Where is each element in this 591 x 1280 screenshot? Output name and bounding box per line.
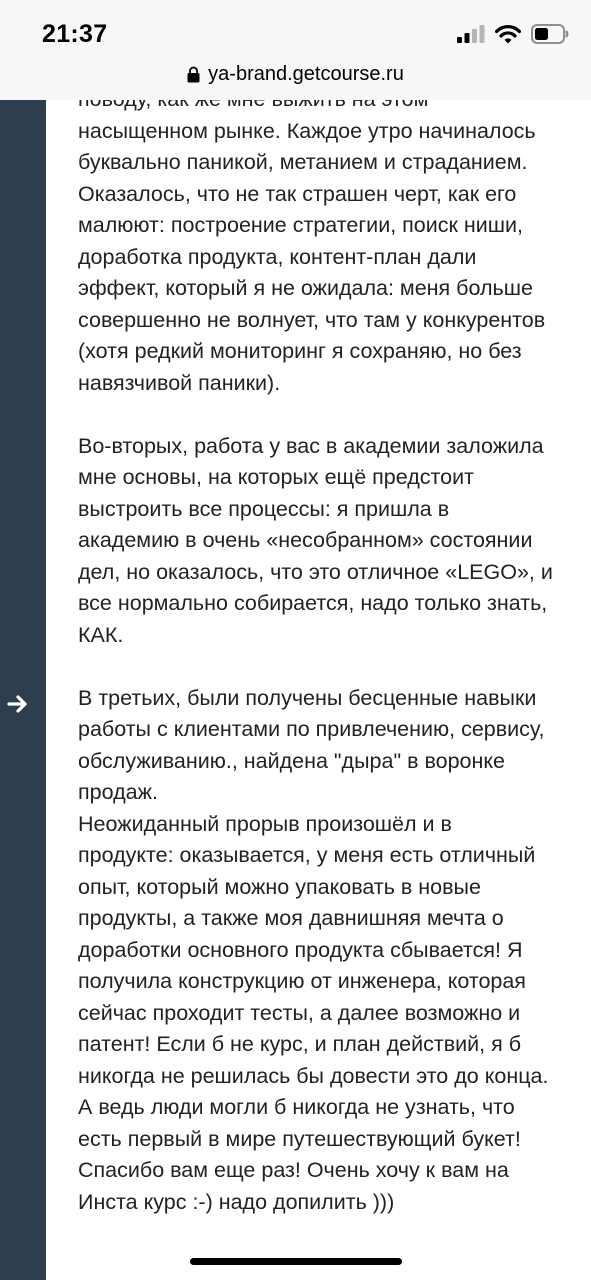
battery-icon (531, 24, 569, 44)
text-line: сейчас проходит тесты, а далее возможно и (78, 1000, 521, 1025)
text-line: есть первый в мире путешествующий букет! (78, 1126, 521, 1151)
text-line: А ведь люди могли б никогда не узнать, что (78, 1095, 515, 1119)
paragraph-gap (78, 651, 578, 683)
browser-url-bar[interactable] (0, 62, 591, 100)
text-line: Инста курс :-) надо допилить ))) (78, 1189, 395, 1214)
wifi-icon (495, 25, 521, 44)
text-line: навязчивой паники). (78, 370, 281, 395)
arrow-right-icon[interactable] (6, 692, 30, 716)
text-line: продаж. (78, 780, 158, 804)
text-line: насыщенном рынке. Каждое утро начиналось (78, 118, 536, 143)
lock-icon (187, 66, 200, 83)
text-line: буквально паникой, метанием и страданием. (78, 150, 528, 174)
text-line: В третьих, были получены бесценные навыки (78, 685, 537, 710)
signal-icon (457, 25, 485, 43)
paragraph-gap (78, 399, 578, 431)
url-text[interactable]: ya-brand.getcourse.ru (208, 62, 404, 85)
text-line: опыт, который можно упаковать в новые (78, 874, 481, 899)
sidebar (0, 100, 46, 1280)
text-line: никогда не решилась бы довести это до конца. (78, 1063, 549, 1088)
text-line: малюют: построение стратегии, поиск ниши, (78, 213, 524, 237)
text-line: КАК. (78, 622, 124, 647)
text-line: доработка продукта, контент-план дали (78, 244, 477, 269)
text-line: Спасибо вам еще раз! Очень хочу к вам на (78, 1158, 509, 1182)
text-line: Неожиданный прорыв произошёл и в (78, 811, 452, 836)
text-line: эффект, который я не ожидала: меня больше (78, 276, 533, 300)
text-line: выстроить все процессы: я пришла в (78, 496, 450, 521)
status-time: 21:37 (42, 20, 108, 48)
text-line: Во-вторых, работа у вас в академии заложила (78, 433, 544, 458)
text-line: (хотя редкий мониторинг я сохраняю, но без (78, 339, 522, 363)
text-line: дел, но оказалось, что это отличное «LEGO», и (78, 559, 553, 584)
home-indicator[interactable] (190, 1258, 402, 1265)
text-line: Оказалось, что не так страшен черт, как его (78, 181, 517, 206)
text-line: доработки основного продукта сбывается! Я (78, 937, 523, 962)
text-line: академию в очень «несобранном» состоянии (78, 528, 533, 552)
text-line: работы с клиентами по привлечению, сервису, (78, 717, 545, 741)
text-line: совершенно не волнует, что там у конкурентов (78, 307, 546, 332)
text-line: обслуживанию., найдена "дыра" в воронке (78, 748, 505, 773)
text-line: все нормально собирается, надо только знать, (78, 591, 548, 615)
status-icons (457, 24, 569, 44)
text-line: патент! Если б не курс, и план действий, я б (78, 1032, 522, 1056)
text-line: продукте: оказывается, у меня есть отличный (78, 843, 536, 867)
text-line: продукты, а также моя давнишняя мечта о (78, 906, 504, 930)
text-line: получила конструкцию от инженера, которая (78, 969, 526, 993)
text-line: мне основы, на которых ещё предстоит (78, 465, 474, 489)
status-bar (0, 0, 591, 62)
review-text (78, 84, 578, 1218)
